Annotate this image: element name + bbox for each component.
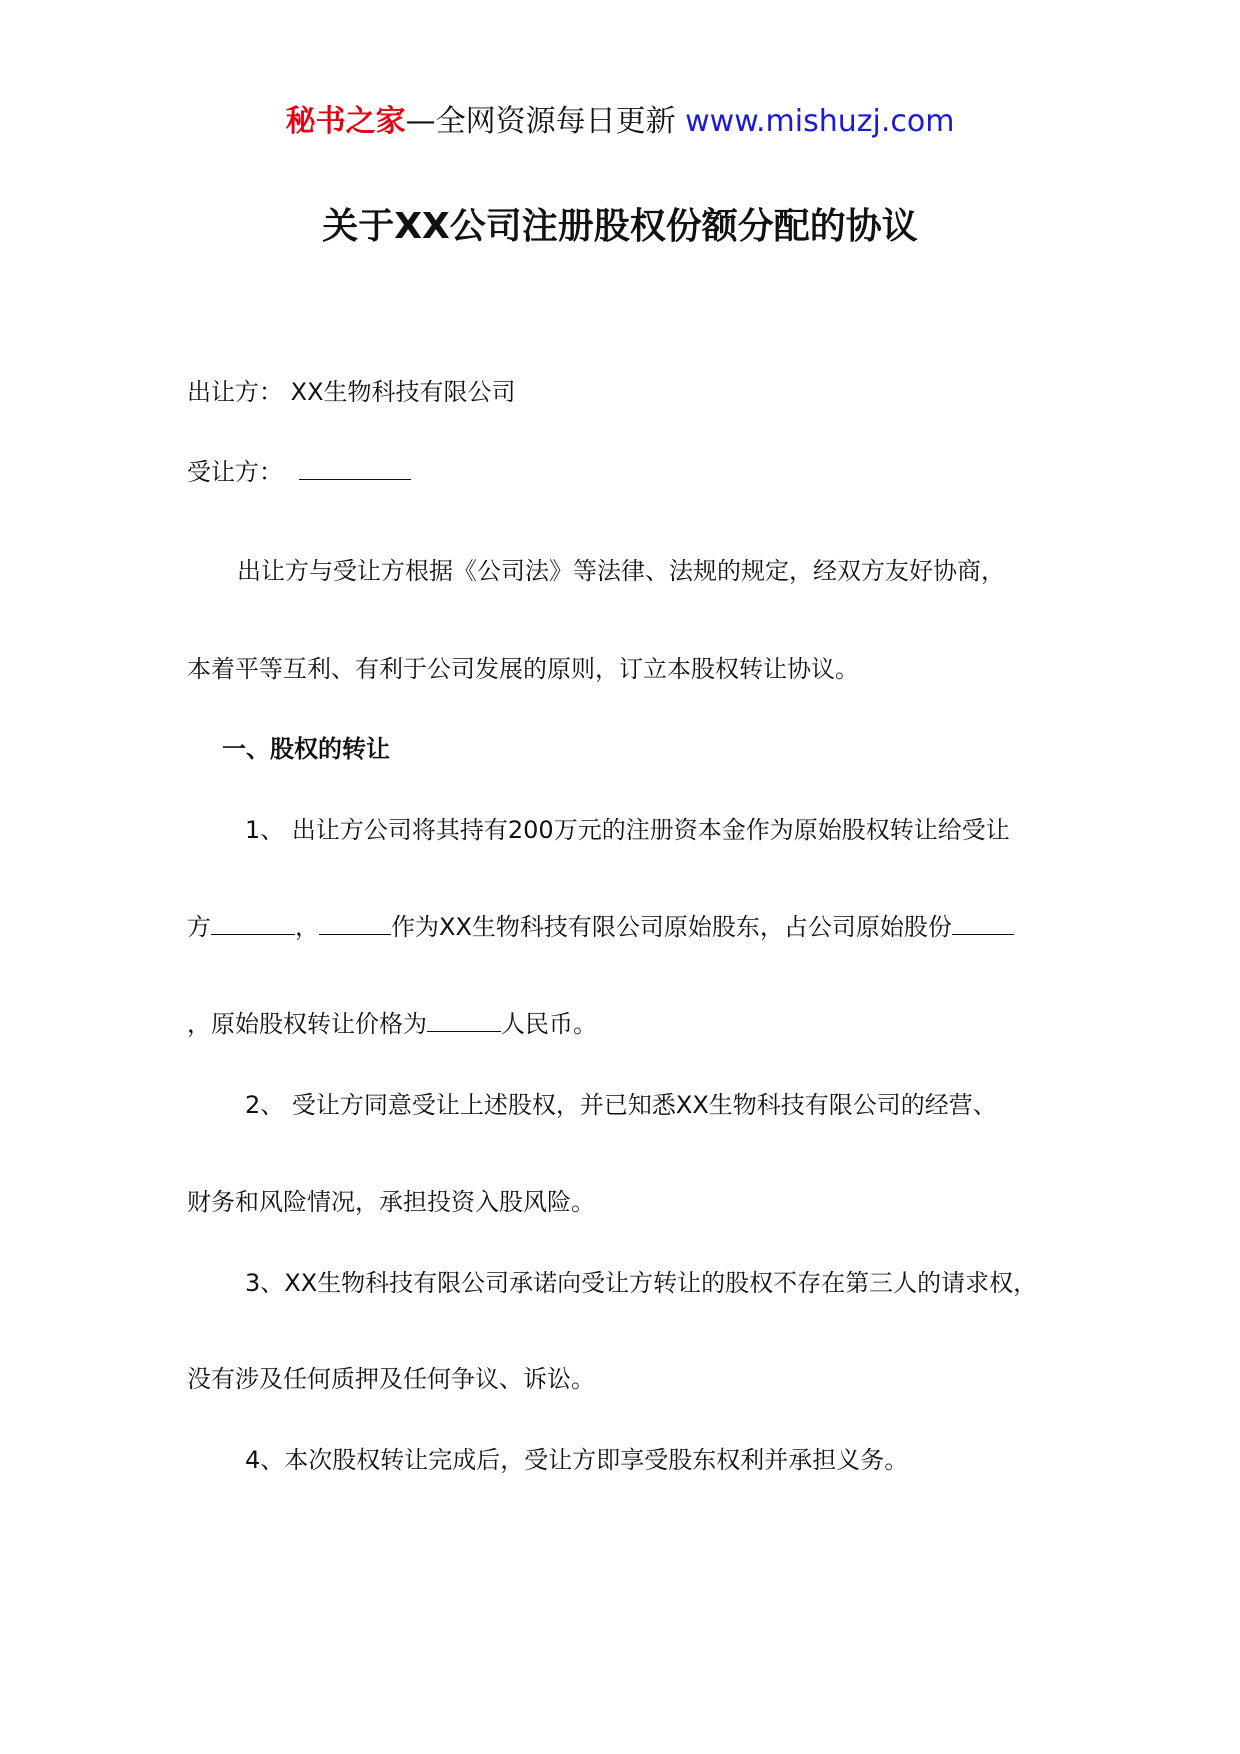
clause-1-blank-2 [319,910,391,935]
clause-3-line-1: 3、XX生物科技有限公司承诺向受让方转让的股权不存在第三人的请求权， [245,1269,1038,1297]
intro-line-2: 本着平等互利、有利于公司发展的原则，订立本股权转让协议。 [187,655,859,683]
clause-1-text-c: 作为XX生物科技有限公司原始股东，占公司原始股份 [391,913,952,941]
clause-3-line-2: 没有涉及任何质押及任何争议、诉讼。 [187,1365,595,1393]
section-1-heading: 一、股权的转让 [222,735,390,763]
transferor-line [187,375,516,409]
clause-4-line-1: 4、本次股权转让完成后，受让方即享受股东权利并承担义务。 [245,1446,909,1474]
site-url: www.mishuzj.com [685,104,955,139]
header-slogan: —全网资源每日更新 [405,104,686,139]
clause-1-text-a: 方 [187,913,211,941]
intro-line-1: 出让方与受让方根据《公司法》等法律、法规的规定，经双方友好协商， [237,557,1005,585]
transferor-label: 出让方： [187,378,283,406]
clause-1-text-e: 人民币。 [501,1010,597,1038]
clause-1-blank-1 [211,910,295,935]
clause-1-line-3 [187,1007,597,1041]
transferor-value: XX生物科技有限公司 [290,378,516,406]
clause-1-line-1: 1、 出让方公司将其持有200万元的注册资本金作为原始股权转让给受让 [245,816,1010,844]
clause-1-line-2 [187,910,1014,944]
clause-1-blank-4 [427,1007,501,1032]
clause-1-blank-3 [952,910,1014,935]
clause-1-text-b: ， [295,913,319,941]
document-title: 关于XX公司注册股权份额分配的协议 [322,206,918,247]
transferee-line [187,455,411,489]
clause-1-text-d: ，原始股权转让价格为 [187,1010,427,1038]
clause-2-line-2: 财务和风险情况，承担投资入股风险。 [187,1188,595,1216]
clause-2-line-1: 2、 受让方同意受让上述股权，并已知悉XX生物科技有限公司的经营、 [245,1091,997,1119]
transferee-blank [299,455,411,480]
site-header [0,100,1240,144]
brand-name: 秘书之家 [285,104,406,139]
transferee-label: 受让方： [187,458,283,486]
